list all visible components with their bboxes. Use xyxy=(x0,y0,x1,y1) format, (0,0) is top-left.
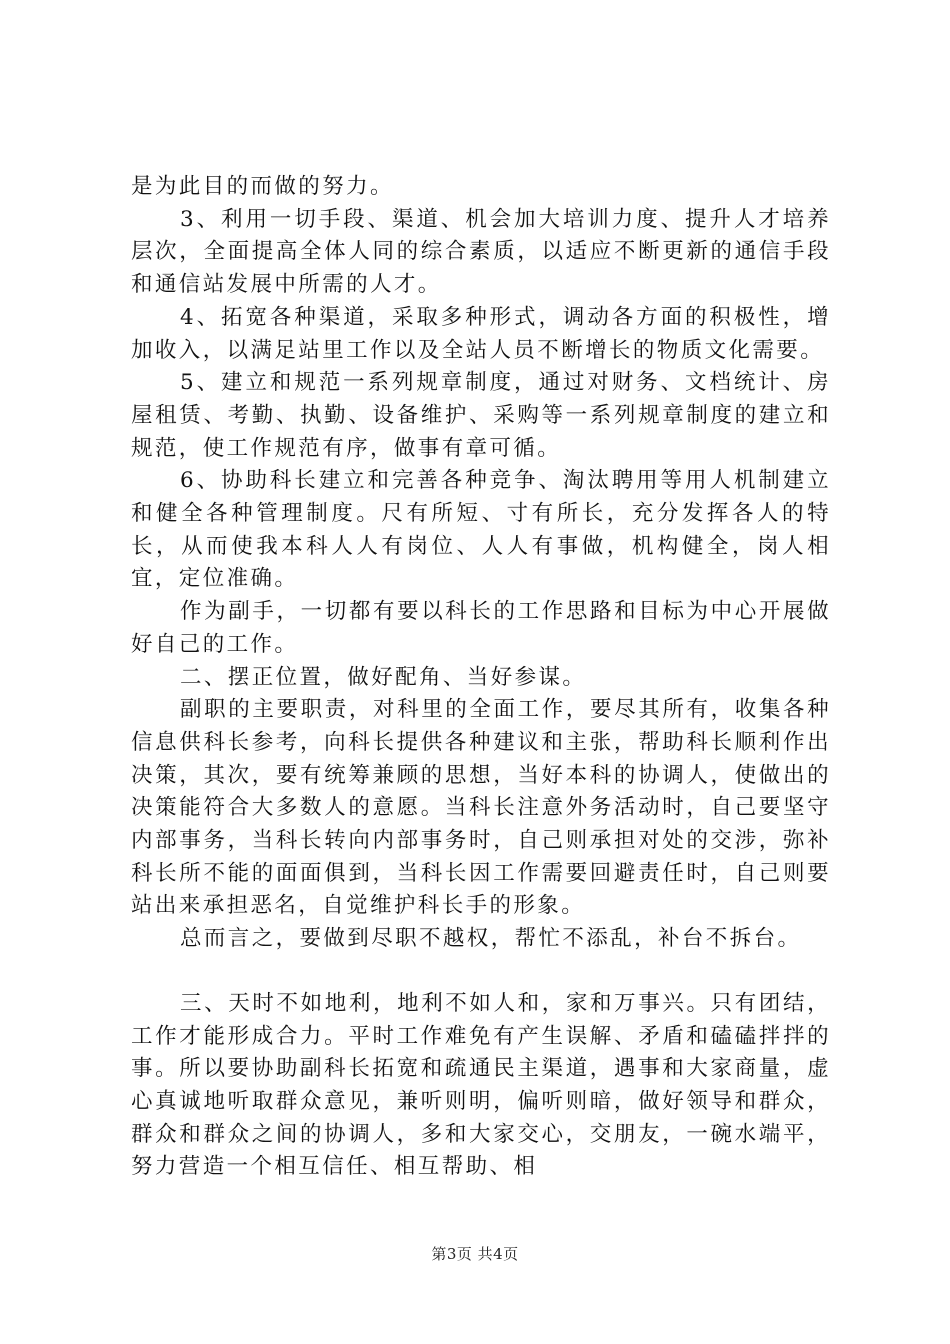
paragraph-summary: 总而言之，要做到尽职不越权，帮忙不添乱，补台不拆台。 xyxy=(180,926,802,952)
section-3-paragraph: 三、天时不如地利，地利不如人和，家和万事兴。只有团结，工作才能形成合力。平时工作难免有产生误解、矛盾和磕磕拌拌的事。所以要协助副科长拓宽和疏通民主渠道，遇事和大家商量，虚心真诚地听取群众意见，兼听则明，偏听则暗，做好领导和群众，群众和群众之间的协调人，多和大家交心，交朋友，一碗水端平，努力营造一个相互信任、相互帮助、相 xyxy=(131,990,831,1180)
paragraph-deputy-role: 作为副手，一切都有要以科长的工作思路和目标为中心开展做好自己的工作。 xyxy=(131,599,831,657)
paragraph-item-3: 3、利用一切手段、渠道、机会加大培训力度、提升人才培养层次，全面提高全体人同的综合素质，以适应不断更新的通信手段和通信站发展中所需的人才。 xyxy=(131,206,831,298)
page-number-footer: 第3页 共4页 xyxy=(431,1245,519,1263)
paragraph-item-4: 4、拓宽各种渠道，采取多种形式，调动各方面的积极性，增加收入，以满足站里工作以及全站人员不断增长的物质文化需要。 xyxy=(131,304,831,363)
paragraph-spacer xyxy=(131,956,831,988)
paragraph-continuation: 是为此目的而做的努力。 xyxy=(131,174,394,199)
section-heading-2: 二、摆正位置，做好配角、当好参谋。 xyxy=(180,664,587,690)
paragraph-item-5: 5、建立和规范一系列规章制度，通过对财务、文档统计、房屋租赁、考勤、执勤、设备维护、采购等一系列规章制度的建立和规范，使工作规范有序，做事有章可循。 xyxy=(131,370,831,461)
document-body xyxy=(131,171,831,1184)
paragraph-item-6: 6、协助科长建立和完善各种竞争、淘汰聘用等用人机制建立和健全各种管理制度。尺有所短、寸有所长，充分发挥各人的特长，从而使我本科人人有岗位、人人有事做，机构健全，岗人相宜，定位准确。 xyxy=(131,468,831,592)
paragraph-deputy-duties: 副职的主要职责，对科里的全面工作，要尽其所有，收集各种信息供科长参考，向科长提供各种建议和主张，帮助科长顺利作出决策，其次，要有统筹兼顾的思想，当好本科的协调人，使做出的决策能符合大多数人的意愿。当科长注意外务活动时，自己要坚守内部事务，当科长转向内部事务时，自己则承担对处的交涉，弥补科长所不能的面面俱到，当科长因工作需要回避责任时，自己则要站出来承担恶名，自觉维护科长手的形象。 xyxy=(131,697,831,919)
